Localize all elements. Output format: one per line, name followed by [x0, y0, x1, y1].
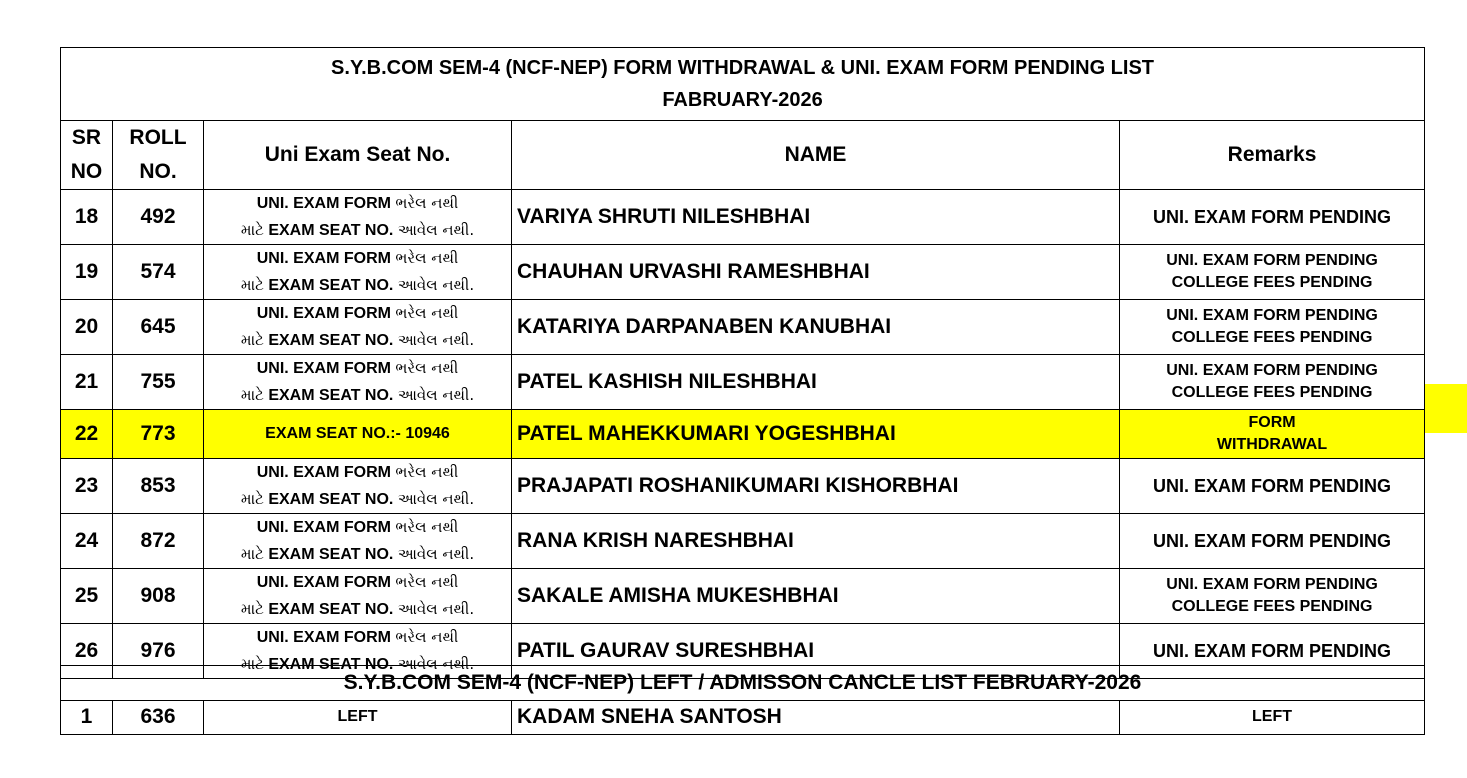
sr-no-cell: 18 — [61, 190, 113, 245]
remarks-cell — [1120, 190, 1425, 245]
table-row — [61, 514, 1425, 569]
remark-line: UNI. EXAM FORM PENDING — [1166, 362, 1378, 379]
roll-no-cell: 636 — [113, 701, 204, 735]
left-list-title: S.Y.B.COM SEM-4 (NCF-NEP) LEFT / ADMISSON CANCLE LIST FEBRUARY-2026 — [61, 666, 1425, 701]
remark-line: UNI. EXAM FORM PENDING — [1153, 476, 1392, 496]
name-cell: RANA KRISH NARESHBHAI — [512, 514, 1120, 569]
table-row — [61, 300, 1425, 355]
remark-line: UNI. EXAM FORM PENDING — [1166, 307, 1378, 324]
remark-line: UNI. EXAM FORM PENDING — [1166, 576, 1378, 593]
remarks-cell — [1120, 459, 1425, 514]
header-seat-no: Uni Exam Seat No. — [204, 121, 512, 190]
name-cell: PATEL MAHEKKUMARI YOGESHBHAI — [512, 410, 1120, 459]
remarks-cell — [1120, 410, 1425, 459]
remark-line: COLLEGE FEES PENDING — [1171, 274, 1373, 291]
remark-line: COLLEGE FEES PENDING — [1171, 384, 1373, 401]
title-line-2: FABRUARY-2026 — [662, 89, 823, 111]
sr-no-cell: 25 — [61, 569, 113, 624]
name-cell: SAKALE AMISHA MUKESHBHAI — [512, 569, 1120, 624]
title-line-1: S.Y.B.COM SEM-4 (NCF-NEP) FORM WITHDRAWAL & UNI. EXAM FORM PENDING LIST — [331, 57, 1155, 79]
remark-line: UNI. EXAM FORM PENDING — [1153, 207, 1392, 227]
pending-list-title — [61, 48, 1425, 121]
remark-line: UNI. EXAM FORM PENDING — [1153, 531, 1392, 551]
remarks-cell — [1120, 355, 1425, 410]
table-row — [61, 569, 1425, 624]
table-row — [61, 410, 1425, 459]
seat-cell: UNI. EXAM FORM ભરેલ નથી માટે EXAM SEAT NO. આવેલ નથી. — [204, 245, 512, 300]
remark-line: COLLEGE FEES PENDING — [1171, 598, 1373, 615]
remarks-cell — [1120, 245, 1425, 300]
sr-no-cell: 26 — [61, 624, 113, 679]
header-row — [61, 121, 1425, 190]
seat-cell: UNI. EXAM FORM ભરેલ નથી માટે EXAM SEAT NO. આવેલ નથી. — [204, 300, 512, 355]
roll-no-cell: 976 — [113, 624, 204, 679]
roll-no-cell: 773 — [113, 410, 204, 459]
sr-no-cell: 1 — [61, 701, 113, 735]
sr-no-cell: 22 — [61, 410, 113, 459]
header-roll-no: ROLL NO. — [113, 121, 204, 190]
seat-cell: UNI. EXAM FORM ભરેલ નથી માટે EXAM SEAT NO. આવેલ નથી. — [204, 569, 512, 624]
remarks-cell: LEFT — [1120, 701, 1425, 735]
table-row — [61, 355, 1425, 410]
name-cell: VARIYA SHRUTI NILESHBHAI — [512, 190, 1120, 245]
remark-line: WITHDRAWAL — [1216, 436, 1328, 453]
seat-cell: LEFT — [204, 701, 512, 735]
header-sr-no: SR NO — [61, 121, 113, 190]
remark-line: UNI. EXAM FORM PENDING — [1153, 641, 1392, 661]
table-row — [61, 245, 1425, 300]
remark-line: FORM — [1248, 414, 1296, 431]
seat-cell: EXAM SEAT NO.:- 10946 — [204, 410, 512, 459]
roll-no-cell: 853 — [113, 459, 204, 514]
name-cell: PATIL GAURAV SURESHBHAI — [512, 624, 1120, 679]
seat-cell: UNI. EXAM FORM ભરેલ નથી માટે EXAM SEAT NO. આવેલ નથી. — [204, 355, 512, 410]
remarks-cell — [1120, 569, 1425, 624]
header-remarks: Remarks — [1120, 121, 1425, 190]
name-cell: PRAJAPATI ROSHANIKUMARI KISHORBHAI — [512, 459, 1120, 514]
remarks-cell — [1120, 514, 1425, 569]
remark-line: COLLEGE FEES PENDING — [1171, 329, 1373, 346]
roll-no-cell: 645 — [113, 300, 204, 355]
seat-cell: UNI. EXAM FORM ભરેલ નથી માટે EXAM SEAT NO. આવેલ નથી. — [204, 624, 512, 679]
remarks-cell — [1120, 300, 1425, 355]
sr-no-cell: 23 — [61, 459, 113, 514]
remark-line: UNI. EXAM FORM PENDING — [1166, 252, 1378, 269]
roll-no-cell: 872 — [113, 514, 204, 569]
pending-list-table — [60, 47, 1425, 679]
name-cell: KATARIYA DARPANABEN KANUBHAI — [512, 300, 1120, 355]
name-cell: KADAM SNEHA SANTOSH — [512, 701, 1120, 735]
roll-no-cell: 574 — [113, 245, 204, 300]
table-row — [61, 459, 1425, 514]
sr-no-cell: 24 — [61, 514, 113, 569]
name-cell: CHAUHAN URVASHI RAMESHBHAI — [512, 245, 1120, 300]
roll-no-cell: 908 — [113, 569, 204, 624]
sr-no-cell: 20 — [61, 300, 113, 355]
roll-no-cell: 755 — [113, 355, 204, 410]
sr-no-cell: 19 — [61, 245, 113, 300]
roll-no-cell: 492 — [113, 190, 204, 245]
table-row — [61, 190, 1425, 245]
seat-cell: UNI. EXAM FORM ભરેલ નથી માટે EXAM SEAT NO. આવેલ નથી. — [204, 190, 512, 245]
header-name: NAME — [512, 121, 1120, 190]
seat-cell: UNI. EXAM FORM ભરેલ નથી માટે EXAM SEAT NO. આવેલ નથી. — [204, 459, 512, 514]
left-list-table — [60, 665, 1425, 735]
table-row — [61, 701, 1425, 735]
name-cell: PATEL KASHISH NILESHBHAI — [512, 355, 1120, 410]
sr-no-cell: 21 — [61, 355, 113, 410]
seat-cell: UNI. EXAM FORM ભરેલ નથી માટે EXAM SEAT NO. આવેલ નથી. — [204, 514, 512, 569]
highlight-extension — [1424, 384, 1467, 433]
